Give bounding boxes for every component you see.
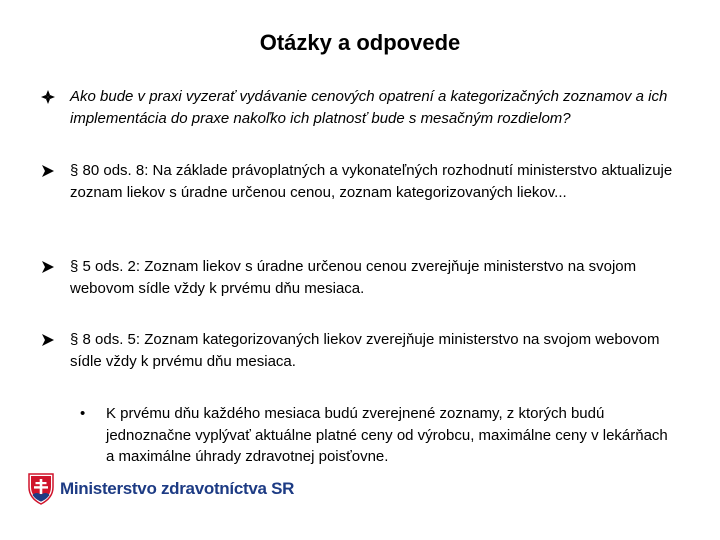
- answer-item-2: [40, 256, 690, 299]
- sub-bullet-item: [80, 403, 680, 468]
- answer-item-3: [40, 329, 690, 372]
- diamond-bullet-icon: [40, 86, 64, 112]
- arrow-bullet-icon: [40, 329, 64, 355]
- sub-bullet-marker: •: [80, 405, 86, 422]
- answer-text-1: § 80 ods. 8: Na základe právoplatných a vykonateľných rozhodnutí ministerstvo aktualizuje zoznam liekov s úradne určenou cenou, zoznam kategorizovaných liekov...: [70, 162, 673, 201]
- arrow-bullet-icon: [40, 160, 64, 186]
- sub-bullet-text: K prvému dňu každého mesiaca budú zverejnené zoznamy, z ktorých budú jednoznačne vyplývať aktuálne platné ceny od výrobcu, maximálne ceny v lekárňach a maximálne úhrady zdravotnej poisťovne.: [106, 405, 668, 465]
- answer-text-3: § 8 ods. 5: Zoznam kategorizovaných liekov zverejňuje ministerstvo na svojom webovom sídle vždy k prvému dňu mesiaca.: [70, 331, 660, 370]
- question-text: Ako bude v praxi vyzerať vydávanie cenových opatrení a kategorizačných zoznamov a ich implementácia do praxe nakoľko ich platnosť bude s mesačným rozdielom?: [70, 88, 668, 127]
- slide-title: Otázky a odpovede: [259, 30, 461, 55]
- ministry-logo: [28, 472, 294, 506]
- ministry-name: Ministerstvo zdravotníctva SR: [60, 479, 295, 498]
- question-item: [40, 86, 690, 129]
- answer-text-2: § 5 ods. 2: Zoznam liekov s úradne určenou cenou zverejňuje ministerstvo na svojom webovom sídle vždy k prvému dňu mesiaca.: [70, 258, 637, 297]
- answer-item-1: [40, 160, 690, 203]
- slovak-coat-of-arms-icon: [28, 473, 54, 505]
- arrow-bullet-icon: [40, 256, 64, 282]
